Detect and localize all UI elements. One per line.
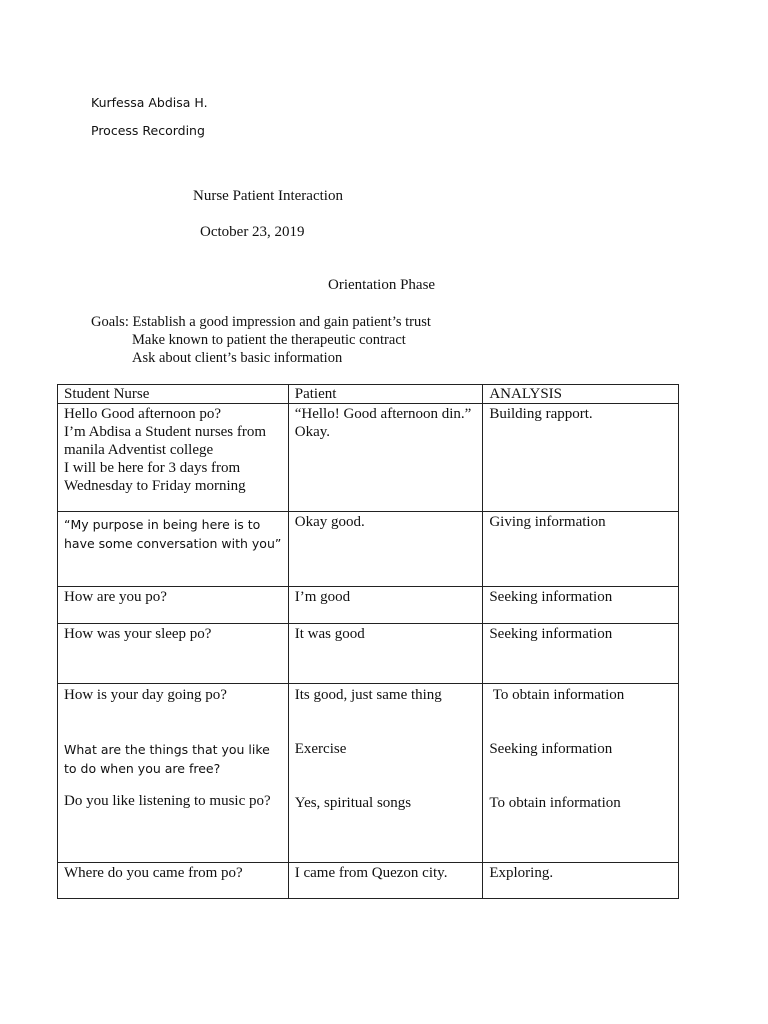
goal-item: Ask about client’s basic information — [132, 350, 343, 366]
nurse-cell — [58, 624, 289, 684]
patient-cell — [288, 404, 483, 512]
goal-item: Make known to patient the therapeutic contract — [132, 332, 406, 348]
patient-cell — [288, 587, 483, 624]
analysis-cell — [483, 684, 679, 863]
patient-cell — [288, 624, 483, 684]
analysis-line: To obtain information — [489, 795, 621, 811]
table-row — [58, 512, 679, 587]
nurse-line: What are the things that you like — [64, 742, 270, 757]
goal-item: Establish a good impression and gain patient’s trust — [132, 314, 431, 330]
nurse-cell — [58, 404, 289, 512]
column-header-student-nurse: Student Nurse — [58, 385, 289, 404]
nurse-line: How is your day going po? — [64, 687, 227, 703]
goals-label: Goals: — [91, 314, 129, 330]
nurse-line: I’m Abdisa a Student nurses from — [64, 424, 267, 440]
table-row — [58, 863, 679, 899]
author-name: Kurfessa Abdisa H. — [91, 95, 208, 110]
nurse-cell — [58, 863, 289, 899]
nurse-line: I will be here for 3 days from — [64, 460, 241, 476]
analysis-line: Giving information — [489, 514, 606, 530]
table-row — [58, 404, 679, 512]
patient-cell — [288, 684, 483, 863]
nurse-line: How are you po? — [64, 589, 167, 605]
patient-cell — [288, 512, 483, 587]
nurse-line: Do you like listening to music po? — [64, 793, 271, 809]
analysis-cell — [483, 863, 679, 899]
nurse-line: Wednesday to Friday morning — [64, 478, 246, 494]
analysis-cell — [483, 404, 679, 512]
document-title: Nurse Patient Interaction — [193, 188, 343, 204]
nurse-line: to do when you are free? — [64, 761, 221, 776]
document-date: October 23, 2019 — [200, 224, 305, 240]
patient-line: Okay good. — [294, 514, 365, 530]
patient-cell — [288, 863, 483, 899]
analysis-line: To obtain information — [489, 687, 625, 703]
analysis-line: Exploring. — [489, 865, 554, 881]
nurse-cell — [58, 684, 289, 863]
nurse-line: “My purpose in being here is to — [64, 517, 261, 532]
nurse-line: Where do you came from po? — [64, 865, 243, 881]
patient-line: Exercise — [294, 741, 347, 757]
column-header-analysis: ANALYSIS — [483, 385, 679, 404]
analysis-line: Seeking information — [489, 741, 613, 757]
patient-line: Okay. — [294, 424, 331, 440]
table-row — [58, 684, 679, 863]
nurse-cell — [58, 587, 289, 624]
phase-heading: Orientation Phase — [328, 277, 436, 293]
table-row — [58, 587, 679, 624]
analysis-line: Seeking information — [489, 626, 613, 642]
analysis-cell — [483, 624, 679, 684]
table-header-row — [58, 385, 679, 404]
nurse-line: have some conversation with you” — [64, 536, 282, 551]
goals-section — [91, 313, 431, 367]
patient-line: I’m good — [294, 589, 351, 605]
patient-line: “Hello! Good afternoon din.” — [294, 406, 472, 422]
nurse-line: manila Adventist college — [64, 442, 214, 458]
analysis-cell — [483, 587, 679, 624]
nurse-line: How was your sleep po? — [64, 626, 212, 642]
interaction-table — [57, 384, 679, 899]
analysis-cell — [483, 512, 679, 587]
patient-line: Its good, just same thing — [294, 687, 442, 703]
analysis-line: Building rapport. — [489, 406, 593, 422]
nurse-line: Hello Good afternoon po? — [64, 406, 222, 422]
patient-line: Yes, spiritual songs — [294, 795, 412, 811]
document-type: Process Recording — [91, 123, 205, 138]
patient-line: It was good — [294, 626, 365, 642]
analysis-line: Seeking information — [489, 589, 613, 605]
patient-line: I came from Quezon city. — [294, 865, 448, 881]
nurse-cell — [58, 512, 289, 587]
goal-line-1 — [91, 313, 431, 331]
table-row — [58, 624, 679, 684]
column-header-patient: Patient — [288, 385, 483, 404]
